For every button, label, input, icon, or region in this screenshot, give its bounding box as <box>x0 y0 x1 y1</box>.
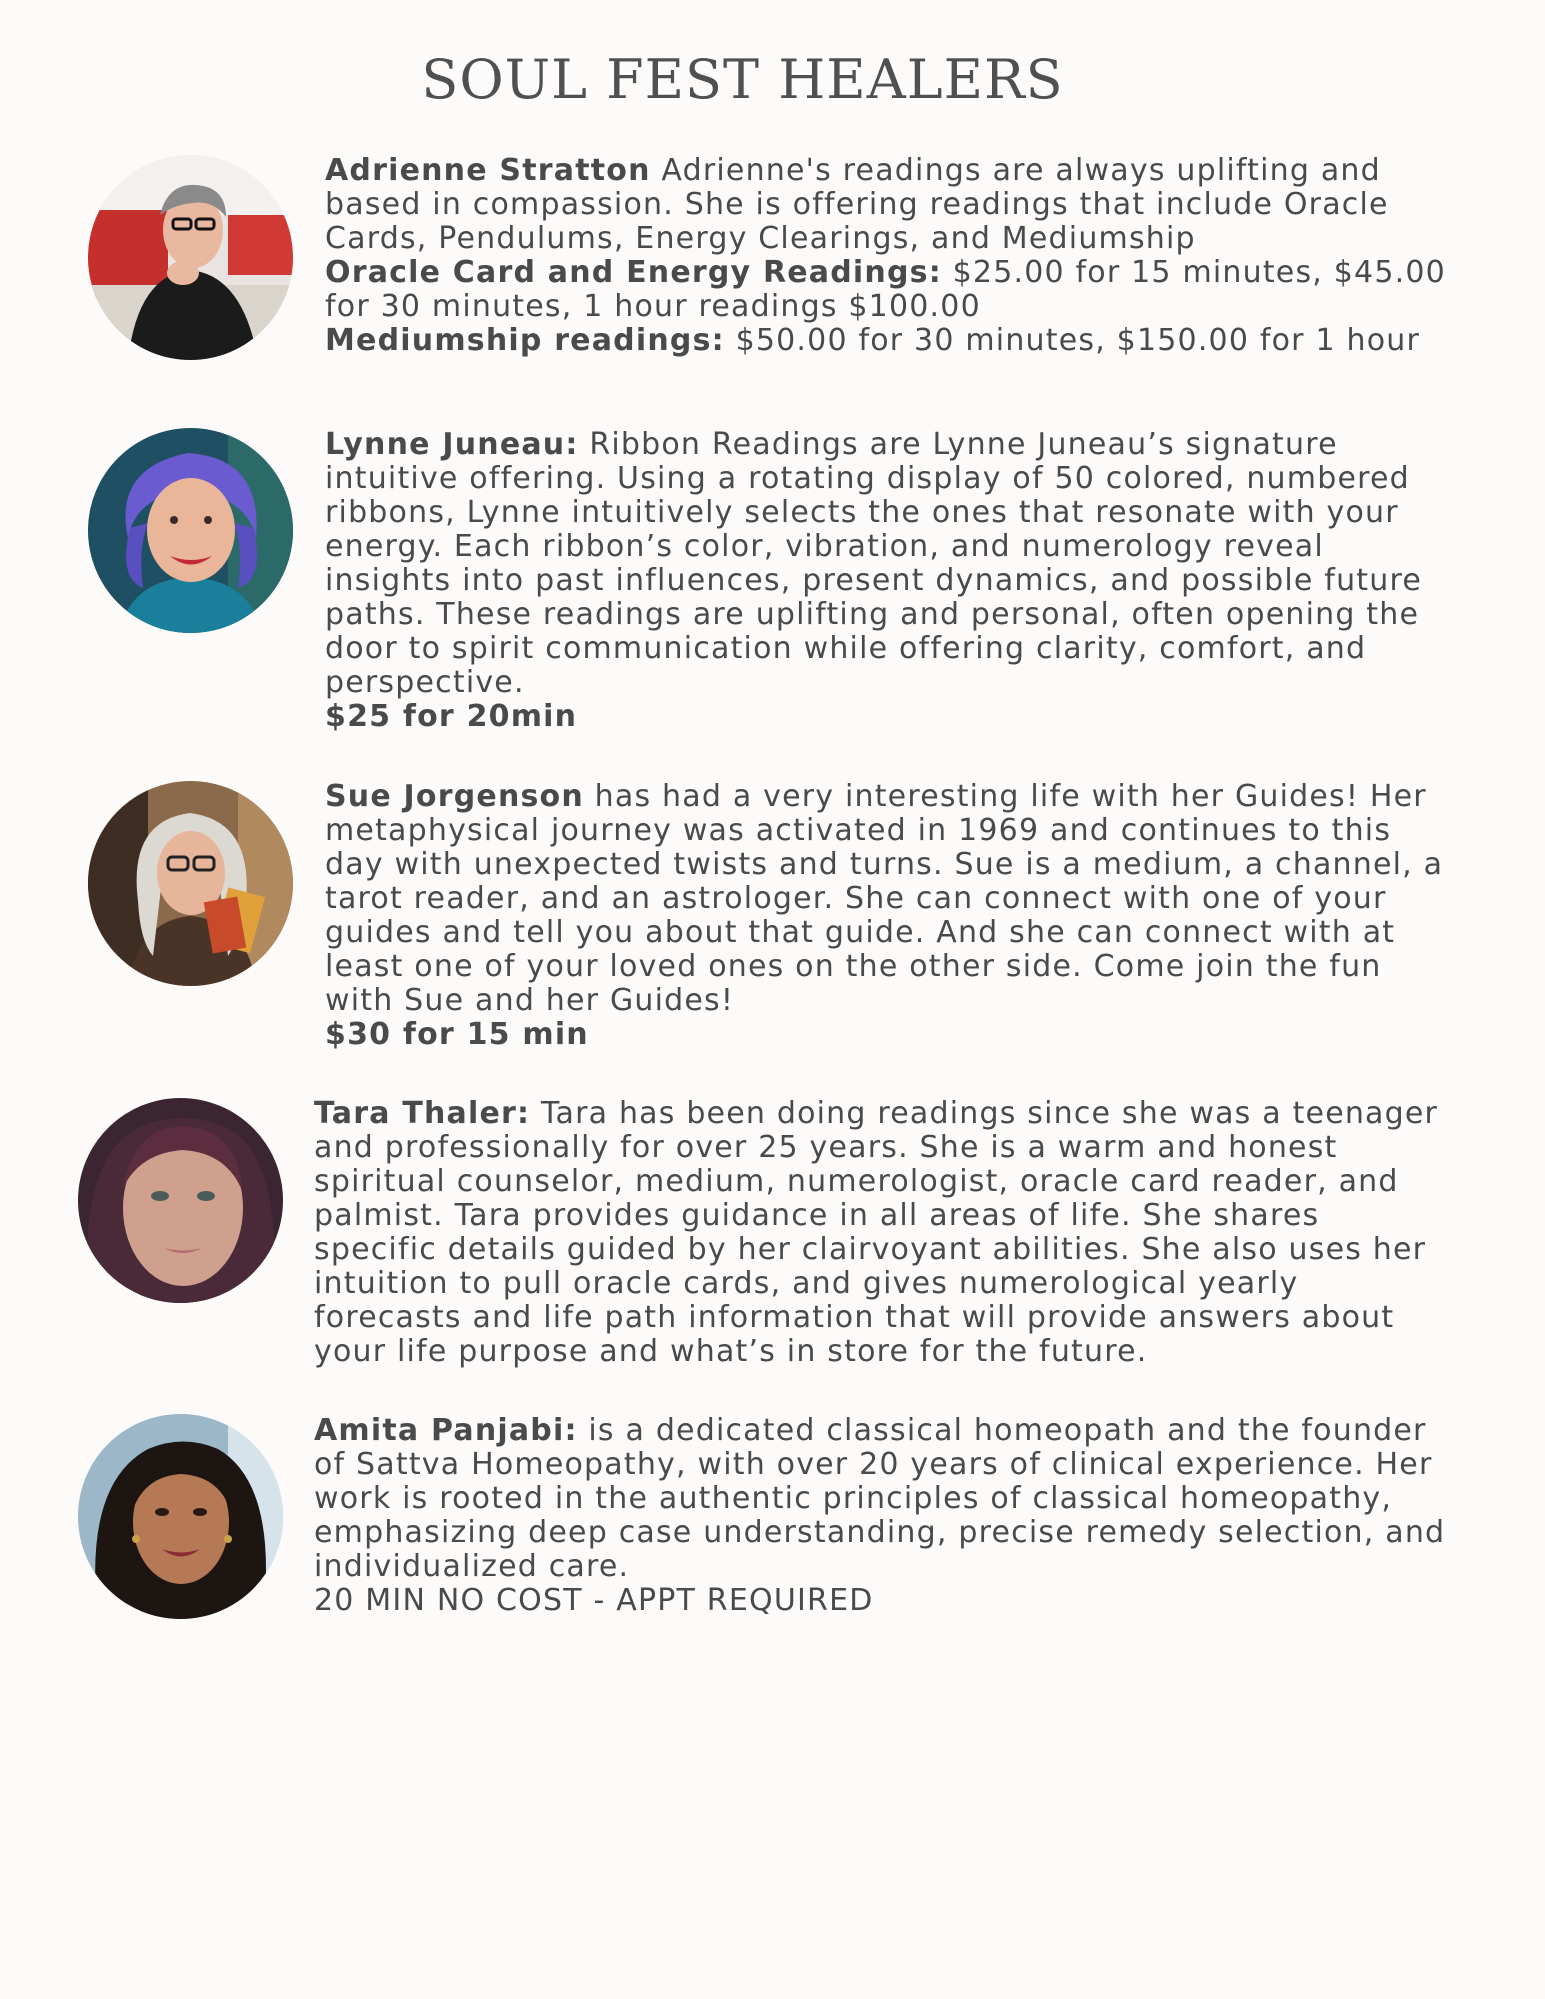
bio-text: has had a very interesting life with her Guides! Her metaphysical journey was activated in 1969 and continues to this day with unexpected twists and turns. Sue is a medium, a channel, a tarot reader, and an astrologer. She can connect with one of your guides and tell you about that guide. And she can connect with at least one of your loved ones on the other side. Come join the fun with Sue and her Guides! <box>325 779 1444 1018</box>
bio-text: Adrienne's readings are always uplifting and based in compassion. She is offering readings that include Oracle Cards, Pendulums, Energy Clearings, and Mediumship <box>325 153 1389 256</box>
page-title <box>0 48 1545 112</box>
bio-text: is a dedicated classical homeopath and the founder of Sattva Homeopathy, with over 20 years of clinical experience. Her work is rooted in the authentic principles of classical homeopathy, emphasizing deep case understanding, precise remedy selection, and individualized care. <box>314 1413 1446 1584</box>
pricing-label: Oracle Card and Energy Readings: <box>325 255 942 290</box>
bio-amita-panjabi <box>314 1414 1449 1618</box>
healer-name: Sue Jorgenson <box>325 779 584 814</box>
pricing-label: Mediumship readings: <box>325 323 725 358</box>
bio-intro <box>325 154 1460 256</box>
bio-lynne-juneau <box>325 428 1460 734</box>
portrait-lynne-juneau <box>88 428 293 633</box>
page-title-text: SOUL FEST HEALERS <box>421 48 1064 111</box>
bio-intro <box>314 1097 1449 1369</box>
bio-intro <box>325 780 1460 1018</box>
portrait-adrienne-stratton <box>88 155 293 360</box>
appointment-note: 20 MIN NO COST - APPT REQUIRED <box>314 1583 874 1618</box>
healer-name: Tara Thaler: <box>314 1096 531 1131</box>
portrait-tara-thaler <box>78 1098 283 1303</box>
price: $25 for 20min <box>325 699 578 734</box>
bio-sue-jorgenson <box>325 780 1460 1052</box>
bio-text: Tara has been doing readings since she was a teenager and professionally for over 25 years. She is a warm and honest spiritual counselor, medium, numerologist, oracle card reader, and palmist. Tara provides guidance in all areas of life. She shares specific details guided by her clairvoyant abilities. She also uses her intuition to pull oracle cards, and gives numerological yearly forecasts and life path information that will provide answers about your life purpose and what’s in store for the future. <box>314 1096 1439 1369</box>
pricing-detail: $25.00 for 15 minutes, $45.00 for 30 minutes, 1 hour readings $100.00 <box>325 255 1446 324</box>
portrait-sue-jorgenson <box>88 781 293 986</box>
healer-name: Lynne Juneau: <box>325 427 579 462</box>
pricing-detail: $50.00 for 30 minutes, $150.00 for 1 hour <box>724 323 1420 358</box>
bio-tara-thaler <box>314 1097 1449 1369</box>
bio-adrienne-stratton <box>325 154 1460 358</box>
bio-intro <box>325 428 1460 700</box>
price: $30 for 15 min <box>325 1017 589 1052</box>
pricing-line <box>325 256 1460 324</box>
bio-intro <box>314 1414 1449 1584</box>
healer-name: Amita Panjabi: <box>314 1413 578 1448</box>
bio-text: Ribbon Readings are Lynne Juneau’s signature intuitive offering. Using a rotating display of 50 colored, numbered ribbons, Lynne intuitively selects the ones that resonate with your energy. Each ribbon’s color, vibration, and numerology reveal insights into past influences, present dynamics, and possible future paths. These readings are uplifting and personal, often opening the door to spirit communication while offering clarity, comfort, and perspective. <box>325 427 1422 700</box>
portrait-amita-panjabi <box>78 1414 283 1619</box>
healer-name: Adrienne Stratton <box>325 153 651 188</box>
pricing-line <box>325 324 1460 358</box>
